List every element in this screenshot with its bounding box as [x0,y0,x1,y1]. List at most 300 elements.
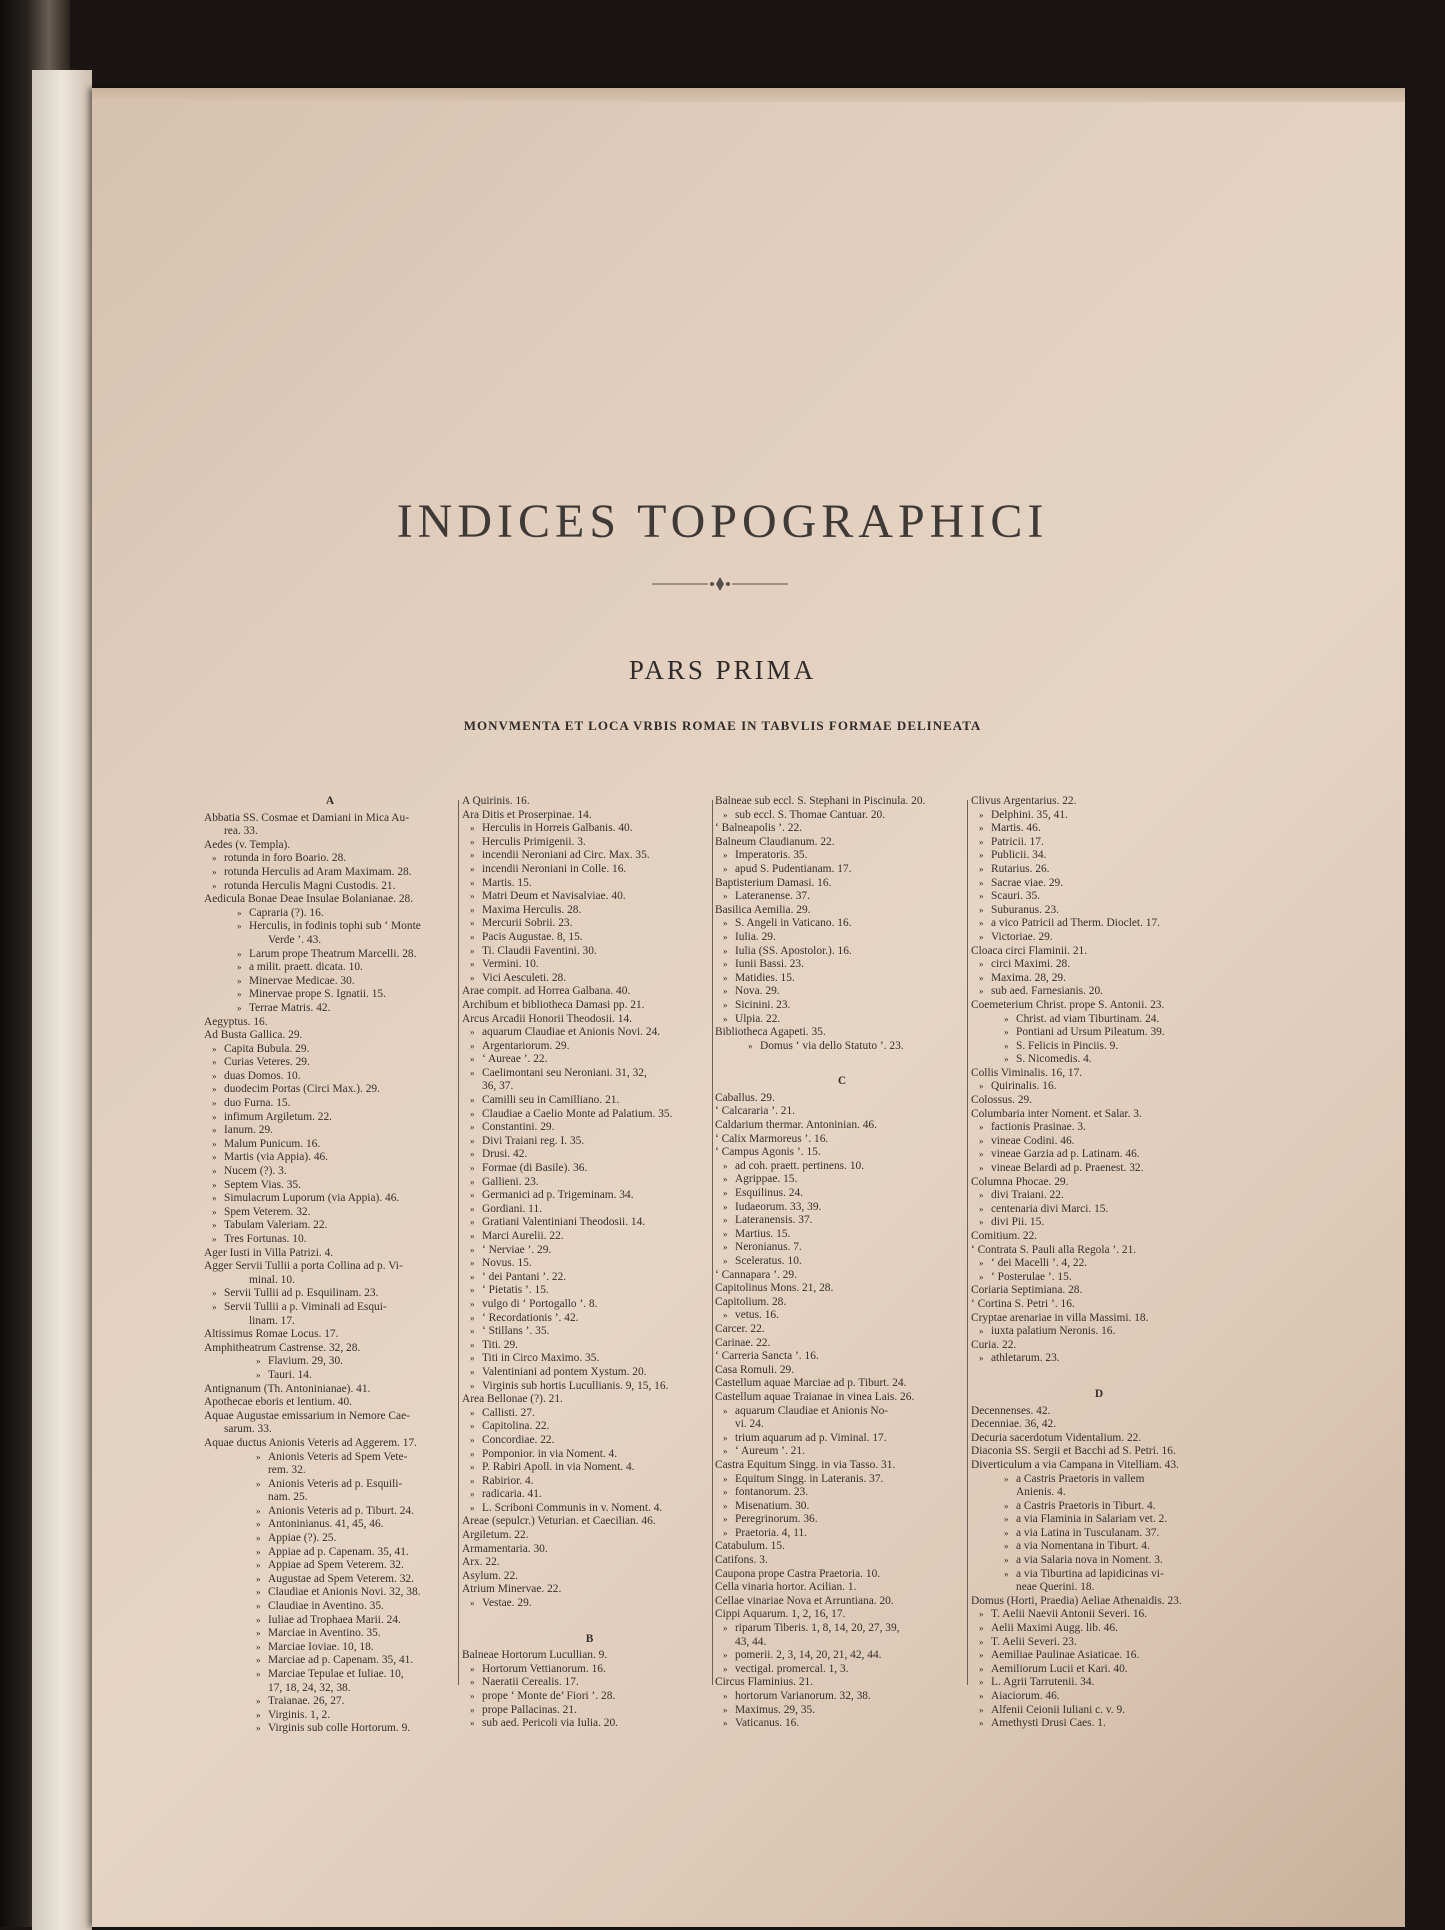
index-entry [462,1649,717,1663]
index-entry [971,1176,1227,1190]
index-entry-text: ‘ dei Macelli ’. 4, 22. [991,1257,1088,1270]
index-entry [462,1393,717,1407]
index-entry [462,1690,717,1704]
index-entry [971,985,1227,999]
index-entry [715,1214,969,1228]
ditto-mark-icon: » [979,891,984,902]
index-entry-text: Ara Ditis et Proserpinae. 14. [462,808,592,821]
index-entry [715,1364,969,1378]
index-entry [715,931,969,945]
index-entry [462,1366,717,1380]
index-entry [204,1165,456,1179]
index-entry-text: Collis Viminalis. 16, 17. [971,1066,1083,1079]
index-entry [715,795,969,809]
ditto-mark-icon: » [979,1623,984,1634]
index-entry-text: Tres Fortunas. 10. [224,1233,307,1245]
index-entry-text: Atrium Minervae. 22. [462,1583,562,1596]
ditto-mark-icon: » [212,1084,217,1095]
index-entry-text: Pacis Augustae. 8, 15. [482,930,583,943]
index-entry-text: Castellum aquae Traianae in vinea Lais. 26. [715,1390,915,1403]
ditto-mark-icon: » [470,1122,475,1133]
index-entry-text: Aegyptus. 16. [204,1015,268,1028]
index-entry [204,1437,456,1451]
index-entry-text: ‘ Campus Agonis ’. 15. [715,1146,821,1159]
index-entry [715,1459,969,1473]
index-entry [204,1559,456,1573]
index-entry-text: Martis. 46. [991,822,1041,835]
ditto-mark-icon: » [979,1677,984,1688]
index-entry-text: Simulacrum Luporum (via Appia). 46. [224,1192,400,1205]
ditto-mark-icon: » [470,891,475,902]
section-description: MONVMENTA ET LOCA VRBIS ROMAE IN TABVLIS FORMAE DELINEATA [463,718,982,733]
index-entry [462,972,717,986]
index-entry-text: centenaria divi Marci. 15. [991,1202,1109,1215]
index-entry-text: Ti. Claudii Faventini. 30. [482,944,597,957]
ditto-mark-icon: » [979,1258,984,1269]
index-entry-text: circi Maximi. 28. [991,958,1071,971]
index-entry [715,1241,969,1255]
index-entry-text: vi. 24. [735,1418,764,1431]
ditto-mark-icon: » [723,1174,728,1185]
ditto-mark-icon: » [979,1691,984,1701]
index-entry-text: Domus (Horti, Praedia) Aeliae Athenaidis. 23. [971,1594,1182,1607]
index-entry [715,1568,969,1582]
ditto-mark-icon: » [723,1500,728,1511]
ditto-mark-icon: » [212,1288,217,1299]
index-entry [204,1233,456,1247]
ditto-mark-icon: » [470,931,475,942]
index-entry-text: Vaticanus. 16. [735,1717,800,1730]
index-entry-text: ‘ Carreria Sancta ’. 16. [715,1350,819,1363]
index-entry [204,1654,456,1668]
index-entry [715,1173,969,1187]
index-entry-text: infimum Argiletum. 22. [224,1110,332,1123]
index-entry-text: Claudiae et Anionis Novi. 32, 38. [268,1586,421,1599]
ditto-mark-icon: » [979,1217,984,1228]
index-entry-text: Traianae. 26, 27. [268,1695,345,1708]
ditto-mark-icon: » [470,1176,475,1187]
index-entry-text: Formae (di Basile). 36. [482,1162,588,1175]
ditto-mark-icon: » [979,1122,984,1133]
ditto-mark-icon: » [723,918,728,929]
index-entry-text: P. Rabiri Apoll. in via Noment. 4. [482,1461,635,1474]
index-entry-text: Martius. 15. [735,1227,791,1240]
index-entry-text: Caupona prope Castra Praetoria. 10. [715,1567,881,1580]
ditto-mark-icon: » [256,1546,261,1557]
ditto-mark-icon: » [256,1478,261,1489]
index-entry [715,1146,969,1160]
ditto-mark-icon: » [723,1432,728,1443]
ditto-mark-icon: » [470,1217,475,1228]
index-entry-text: Capitolinus Mons. 21, 28. [715,1282,834,1295]
index-entry [971,1690,1227,1704]
index-entry-text: Iulia (SS. Apostolor.). 16. [735,944,852,957]
index-entry-text: Larum prope Theatrum Marcelli. 28. [249,947,417,960]
index-entry-text: Constantini. 29. [482,1121,555,1134]
index-entry [462,1244,717,1258]
ditto-mark-icon: » [470,972,475,983]
index-entry-text: Curia. 22. [971,1338,1017,1351]
index-entry [715,822,969,836]
index-entry [715,1228,969,1242]
index-entry [971,945,1227,959]
index-entry [462,999,717,1013]
index-entry [715,1554,969,1568]
index-entry-text: Abbatia SS. Cosmae et Damiani in Mica Au- [204,811,409,824]
index-entry-text: Titi in Circo Maximo. 35. [482,1352,600,1365]
index-entry [971,1271,1227,1285]
index-entry-text: Iunii Bassi. 23. [735,958,804,971]
index-entry-text: rotunda in foro Boario. 28. [224,852,347,865]
index-entry-text: Valentiniani ad pontem Xystum. 20. [482,1365,647,1378]
ditto-mark-icon: » [1004,1527,1009,1538]
index-entry-text: Ad Busta Gallica. 29. [204,1029,303,1042]
index-entry-text: vetus. 16. [735,1309,779,1322]
ditto-mark-icon: » [212,853,217,864]
index-entry [715,1581,969,1595]
ditto-mark-icon: » [470,1704,475,1715]
ditto-mark-icon: » [979,1704,984,1715]
index-entry [715,904,969,918]
ditto-mark-icon: » [470,1434,475,1445]
ditto-mark-icon: » [979,1271,984,1282]
ditto-mark-icon: » [979,1149,984,1160]
index-entry-text: Quirinalis. 16. [991,1080,1057,1093]
index-entry-text: neae Querini. 18. [1016,1581,1095,1594]
index-entry-text: ‘ Balneapolis ’. 22. [715,822,802,835]
index-entry [204,1627,456,1641]
ditto-mark-icon: » [470,1190,475,1201]
ditto-mark-icon: » [237,962,242,973]
index-entry [715,849,969,863]
index-entry-text: Germanici ad p. Trigeminam. 34. [482,1189,634,1202]
index-entry-text: L. Scriboni Communis in v. Noment. 4. [482,1501,663,1514]
index-entry [462,1162,717,1176]
ditto-mark-icon: » [470,1135,475,1146]
index-entry-text: Matidies. 15. [735,971,795,984]
index-entry [715,809,969,823]
index-entry-text: aquarum Claudiae et Anionis Novi. 24. [482,1026,661,1039]
ditto-mark-icon: » [979,1353,984,1364]
index-entry-text: Nova. 29. [735,985,780,998]
ditto-mark-icon: » [723,1013,728,1024]
index-entry-text: Argiletum. 22. [462,1529,529,1542]
index-entry-text: ‘ Cannapara ’. 29. [715,1268,797,1281]
index-entry-text: linam. 17. [249,1314,295,1327]
ditto-mark-icon: » [723,999,728,1010]
ditto-mark-icon: » [256,1587,261,1598]
index-entry-text: Arx. 22. [462,1556,500,1569]
index-entry [204,1451,456,1465]
index-entry-text: Divi Traiani reg. I. 35. [482,1134,585,1147]
ditto-mark-icon: » [723,945,728,956]
index-entry [462,1121,717,1135]
ditto-mark-icon: » [237,1002,242,1013]
index-entry [204,880,456,894]
index-entry-text: Diverticulum a via Campana in Vitelliam. 43. [971,1458,1179,1471]
index-entry [462,1448,717,1462]
ditto-mark-icon: » [212,1070,217,1081]
index-entry [971,1298,1227,1312]
index-entry-text: a via Salaria nova in Noment. 3. [1016,1554,1163,1567]
ditto-mark-icon: » [470,1231,475,1241]
index-entry-text: Anienis. 4. [1016,1486,1066,1499]
index-entry-text: Aedicula Bonae Deae Insulae Bolanianae. 28. [204,893,414,906]
index-entry [715,1636,969,1650]
index-entry [462,1420,717,1434]
index-column-1 [204,795,456,1736]
index-entry [204,852,456,866]
index-entry [204,1573,456,1587]
index-entry [204,1383,456,1397]
index-entry [204,1614,456,1628]
index-entry-text: ‘ dei Pantani ’. 22. [482,1270,567,1283]
index-entry-text: Castellum aquae Marciae ad p. Tiburt. 24. [715,1377,907,1390]
index-entry-text: vineae Codini. 46. [991,1134,1075,1147]
index-entry [715,863,969,877]
section-letter-heading: B [585,1632,594,1645]
index-entry [204,1464,456,1478]
index-entry [204,1518,456,1532]
ditto-mark-icon: » [470,850,475,861]
index-entry [971,1608,1227,1622]
index-entry-text: Ager Iusti in Villa Patrizi. 4. [204,1246,334,1259]
ditto-mark-icon: » [979,1650,984,1661]
ditto-mark-icon: » [256,1614,261,1625]
ditto-mark-icon: » [1004,1500,1009,1511]
index-entry-text: Arcus Arcadii Honorii Theodosii. 14. [462,1012,632,1025]
index-entry [971,1135,1227,1149]
index-column-3 [715,795,969,1731]
index-entry [971,1486,1227,1500]
index-entry [462,1380,717,1394]
index-entry [204,1056,456,1070]
index-entry [971,1284,1227,1298]
ditto-mark-icon: » [979,904,984,915]
index-entry-text: factionis Prasinae. 3. [991,1121,1086,1134]
index-entry [462,1597,717,1611]
ditto-mark-icon: » [256,1655,261,1666]
index-entry-text: Iulia. 29. [735,930,776,943]
index-entry [462,917,717,931]
ditto-mark-icon: » [470,945,475,956]
index-entry [462,1663,717,1677]
index-entry-text: vulgo di ‘ Portogallo ’. 8. [482,1297,598,1310]
index-entry-text: Appiae ad Spem Veterem. 32. [268,1559,404,1572]
ditto-mark-icon: » [256,1696,261,1707]
index-entry-text: Agrippae. 15. [735,1173,798,1186]
index-entry-text: T. Aelii Naevii Antonii Severi. 16. [991,1608,1148,1621]
ditto-mark-icon: » [1004,1013,1009,1024]
ditto-mark-icon: » [1004,1054,1009,1065]
ditto-mark-icon: » [723,959,728,970]
index-entry [971,1216,1227,1230]
index-entry [204,961,456,975]
fleuron-ornament-icon [650,574,790,596]
index-entry-text: sarum. 33. [224,1423,272,1436]
index-entry [462,1570,717,1584]
index-entry [971,1445,1227,1459]
index-entry [462,1230,717,1244]
index-entry [204,1722,456,1736]
ditto-mark-icon: » [212,1206,217,1217]
ditto-mark-icon: » [256,1505,261,1516]
index-entry-text: Clivus Argentarius. 22. [971,795,1077,807]
ditto-mark-icon: » [979,1609,984,1620]
ditto-mark-icon: » [723,1310,728,1321]
ditto-mark-icon: » [212,1057,217,1068]
index-entry-text: minal. 10. [249,1273,295,1286]
ditto-mark-icon: » [256,1628,261,1639]
index-entry [971,1554,1227,1568]
index-entry-text: Baptisterium Damasi. 16. [715,876,832,889]
index-entry-text: Aedes (v. Templa). [204,838,291,851]
index-entry-text: a via Latina in Tusculanam. 37. [1016,1526,1160,1539]
ditto-mark-icon: » [723,1446,728,1457]
index-entry [462,1040,717,1054]
index-entry [971,1459,1227,1473]
index-entry [204,1600,456,1614]
index-entry-text: Herculis in Horreis Galbanis. 40. [482,822,633,835]
index-entry [204,934,456,948]
ditto-mark-icon: » [237,948,242,959]
ditto-mark-icon: » [979,931,984,942]
index-entry [204,1097,456,1111]
index-entry-text: Anionis Veteris ad p. Tiburt. 24. [268,1504,414,1517]
index-entry [204,1016,456,1030]
index-entry-text: Argentariorum. 29. [482,1039,570,1052]
index-entry-text: Armamentaria. 30. [462,1542,548,1555]
ditto-mark-icon: » [723,1228,728,1239]
ditto-mark-icon: » [979,1135,984,1146]
ditto-mark-icon: » [723,1160,728,1171]
index-entry-text: Caelimontani seu Neroniani. 31, 32, [482,1066,647,1079]
index-entry-text: Herculis, in fodinis tophi sub ‘ Monte [249,920,421,933]
index-entry [462,1053,717,1067]
ditto-mark-icon: » [212,1098,217,1109]
ditto-mark-icon: » [979,1663,984,1674]
ditto-mark-icon: » [723,891,728,902]
index-entry [204,1355,456,1369]
index-entry [971,1352,1227,1366]
index-entry-text: Camilli seu in Camilliano. 21. [482,1094,620,1107]
index-entry [715,972,969,986]
index-entry [462,1108,717,1122]
ditto-mark-icon: » [212,1166,217,1177]
index-entry [971,1040,1227,1054]
index-entry [715,1500,969,1514]
index-entry [715,1486,969,1500]
index-entry [971,1663,1227,1677]
index-entry-text: Amethysti Drusi Caes. 1. [991,1717,1106,1730]
ditto-mark-icon: » [470,1054,475,1065]
index-entry [971,1189,1227,1203]
index-entry-text: Amphitheatrum Castrense. 32, 28. [204,1341,361,1354]
index-entry [462,1257,717,1271]
ditto-mark-icon: » [979,1190,984,1201]
index-entry [715,1309,969,1323]
index-entry-text: Aemiliae Paulinae Asiaticae. 16. [991,1649,1140,1662]
index-entry [715,1663,969,1677]
column-divider [458,800,459,1685]
ditto-mark-icon: » [1004,1473,1009,1484]
index-entry-text: Mercurii Sobrii. 23. [482,917,573,930]
index-entry [971,1432,1227,1446]
ditto-mark-icon: » [212,1152,217,1163]
index-entry-text: Vici Aesculeti. 28. [482,971,567,984]
index-entry-text: nam. 25. [268,1491,308,1504]
index-entry-text: riparum Tiberis. 1, 8, 14, 20, 27, 39, [735,1622,900,1635]
ditto-mark-icon: » [470,904,475,915]
index-entry [715,1013,969,1027]
index-entry [971,1067,1227,1081]
index-entry [715,1255,969,1269]
index-entry-text: Catifons. 3. [715,1554,768,1567]
index-entry [462,1203,717,1217]
index-entry [462,958,717,972]
index-entry-text: Marci Aurelii. 22. [482,1230,564,1242]
index-entry-text: Decuria sacerdotum Videntalium. 22. [971,1431,1142,1444]
index-entry-text: ‘ Aureae ’. 22. [482,1053,548,1066]
index-entry-text: Capitolina. 22. [482,1420,550,1433]
index-entry [204,907,456,921]
ditto-mark-icon: » [256,1723,261,1734]
index-entry [971,1108,1227,1122]
index-entry [204,1274,456,1288]
index-entry-text: Iudaeorum. 33, 39. [735,1200,822,1213]
index-entry-text: Columna Phocae. 29. [971,1175,1069,1188]
index-entry-text: Claudiae in Aventino. 35. [268,1600,384,1613]
index-entry-text: Carcer. 22. [715,1322,765,1335]
index-entry [971,1148,1227,1162]
index-entry-text: Anionis Veteris ad Spem Vete- [268,1450,408,1463]
ditto-mark-icon: » [470,1718,475,1729]
index-entry [971,1013,1227,1027]
ditto-mark-icon: » [1004,1027,1009,1038]
section-spacer [715,1053,969,1075]
index-entry-text: S. Felicis in Pinciis. 9. [1016,1039,1119,1052]
ditto-mark-icon: » [723,850,728,861]
index-entry-text: ‘ Aureum ’. 21. [735,1445,805,1458]
index-entry [715,1418,969,1432]
index-entry [204,1287,456,1301]
index-entry [715,1432,969,1446]
ditto-mark-icon: » [979,1636,984,1647]
index-entry [204,1668,456,1682]
ditto-mark-icon: » [979,918,984,929]
index-entry [971,822,1227,836]
index-entry-text: Patricii. 17. [991,835,1044,848]
index-entry [462,1339,717,1353]
index-entry [971,1257,1227,1271]
index-entry [462,1704,717,1718]
index-entry-text: Pomponior. in via Noment. 4. [482,1447,618,1460]
index-entry [462,1529,717,1543]
column-divider [967,800,968,1685]
index-entry [971,1121,1227,1135]
index-entry [462,1434,717,1448]
index-entry-text: A Quirinis. 16. [462,795,530,807]
index-entry [971,1527,1227,1541]
ditto-mark-icon: » [470,1108,475,1119]
ditto-mark-icon: » [470,1489,475,1500]
ditto-mark-icon: » [979,1718,984,1729]
index-entry [971,863,1227,877]
index-entry-text: Verde ’. 43. [268,933,322,946]
index-entry [204,1546,456,1560]
index-entry-text: Area Bellonae (?). 21. [462,1393,563,1406]
index-entry-text: a vico Patricii ad Therm. Dioclet. 17. [991,917,1161,930]
